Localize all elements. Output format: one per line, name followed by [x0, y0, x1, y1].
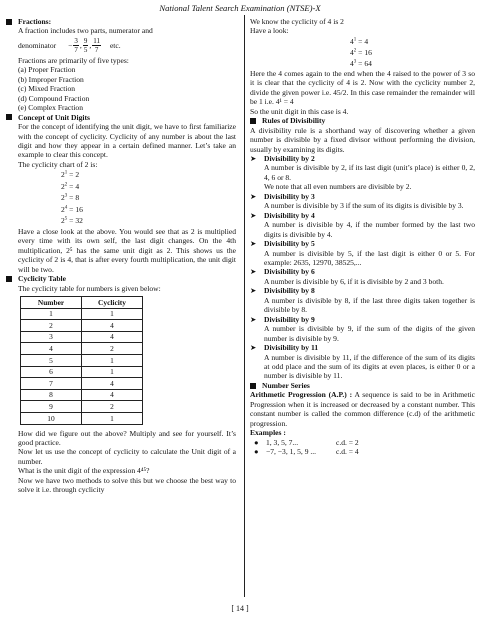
rule-item: ➤ Divisibility by 4 A number is divisible by 4, if the number formed by the last two digits is divisible by 4. — [250, 210, 475, 239]
rule-item: ➤ Divisibility by 5 A number is divisible by 5, if the last digit is either 0 or 5. For example: 2635, 12970, 38525,... — [250, 239, 475, 267]
here-text: Here the 4 comes again to the end when the 4 raised to the power of 3 so it is clear that the cyclicity of 4 is 2. Now with the cyclicity number 2, divide the given power i.e. 45/2. In this case remainder the remainder will be 1 i.e. 4¹ = 4 — [250, 68, 475, 107]
dot-bullet-icon: ● — [254, 447, 259, 457]
arrow-bullet-icon: ➤ — [250, 267, 257, 277]
example-item: ● 1, 3, 5, 7... c.d. = 2 — [254, 437, 359, 447]
powers-of-2 — [6, 169, 236, 227]
table-row: 10 1 — [21, 412, 143, 424]
fraction: $\frac{3}{7}$ — [74, 37, 78, 55]
have-look-text: Have a look: — [250, 26, 289, 36]
rule-item: ➤ Divisibility by 2 A number is divisible by 2, if its last digit (unit’s place) is either 0, 2, 4, 6 or 8. We note that all even numbers are divisible by 2. — [250, 153, 475, 192]
table-row: 1 1 — [21, 308, 143, 320]
page-number: [ 14 ] — [231, 604, 249, 613]
methods-text: Now we have two methods to solve this but we choose the best way to solve it i.e. through cyclicity — [18, 475, 236, 495]
section-cyclicity-table: Cyclicity Table — [6, 274, 236, 283]
table-row: 7 4 — [21, 378, 143, 390]
power-row: $2^3 = 8$ — [61, 193, 80, 203]
arrow-bullet-icon: ➤ — [250, 191, 257, 201]
powers-of-4 — [250, 36, 475, 69]
list-item: (e) Complex Fraction — [18, 103, 83, 113]
table-row: 5 1 — [21, 354, 143, 366]
arrow-bullet-icon: ➤ — [250, 239, 257, 249]
list-item: (c) Mixed Fraction — [18, 84, 76, 94]
fraction: 9 5 — [83, 37, 88, 55]
square-bullet-icon — [6, 19, 12, 25]
power-row: $4^3 = 64$ — [350, 58, 372, 68]
square-bullet-icon — [250, 118, 256, 124]
square-bullet-icon — [6, 114, 12, 120]
fractions-text: A fraction includes two parts, numerator and — [18, 26, 153, 36]
power-row: $4^1 = 4$ — [350, 36, 369, 46]
table-row: 6 1 — [21, 366, 143, 378]
fraction-types-list — [6, 65, 236, 112]
power-row: $4^2 = 16$ — [350, 47, 372, 57]
column-divider — [244, 15, 245, 597]
types-intro: Fractions are primarily of five types: — [18, 55, 129, 65]
power-row: $2^4 = 16$ — [61, 204, 83, 214]
fraction: 11 7 — [93, 37, 100, 55]
table-row: 4 2 — [21, 343, 143, 355]
question-text: What is the unit digit of the expression 4⁴⁵? — [18, 466, 150, 476]
section-number-series: Number Series — [250, 381, 475, 390]
example-item: ● −7, −3, 1, 5, 9 ... c.d. = 4 — [254, 447, 359, 457]
list-item: (d) Compound Fraction — [18, 93, 90, 103]
left-column — [6, 17, 236, 495]
square-bullet-icon — [250, 383, 256, 389]
rule-item: ➤ Divisibility by 6 A number is divisible by 6, if it is divisible by 2 and 3 both. — [250, 267, 444, 286]
so-text: So the unit digit in this case is 4. — [250, 106, 349, 116]
figure-out-text: How did we figure out the above? Multiply and see for yourself. It’s good practice. — [18, 428, 236, 447]
arrow-bullet-icon: ➤ — [250, 210, 257, 220]
ap-text: Arithmetic Progression (A.P.) : A sequence is said to be in Arithmetic Progression when it is increased or decreased by a constant number. This constant number is called the common difference (c.d) of the arithmetic progression. — [250, 390, 476, 428]
section-fractions: Fractions: — [6, 17, 236, 26]
arrow-bullet-icon: ➤ — [250, 314, 257, 324]
arrow-bullet-icon: ➤ — [250, 153, 257, 163]
chart-intro: The cyclicity chart of 2 is: — [18, 159, 98, 169]
divisibility-rules-list — [250, 154, 475, 381]
fraction-examples: − $\frac{3}{7}$ , 9 5 , 11 7 — [68, 37, 100, 55]
cyclicity-table — [20, 296, 143, 425]
fraction-examples-line: denominator − $\frac{3}{7}$ , 9 5 , 11 7 etc. — [18, 37, 121, 55]
power-row: $2^5 = 32$ — [61, 216, 83, 226]
table-row: 3 4 — [21, 331, 143, 343]
power-row: $2^1 = 2$ — [61, 170, 80, 180]
page-header: National Talent Search Examination (NTSE)-X — [159, 3, 321, 13]
table-row: 9 2 — [21, 401, 143, 413]
table-row: 8 4 — [21, 389, 143, 401]
arrow-bullet-icon: ➤ — [250, 343, 257, 353]
rule-item: ➤ Divisibility by 9 A number is divisible by 9, if the sum of the digits of the given number is divisible by 9. — [250, 314, 475, 343]
now-let-text: Now let us use the concept of cyclicity to calculate the Unit digit of a number. — [18, 447, 236, 466]
concept-text: For the concept of identifying the unit digit, we have to first familiarize with the concept of cyclicity. Cyclicity of any number is about the last digit and how they appear in a certain defined manner. Let’s take an example to clear this concept. — [18, 122, 236, 160]
list-item: (a) Proper Fraction — [18, 65, 76, 75]
close-look-text: Have a close look at the above. You would see that as 2 is multiplied every time with its own self, the last digit changes. On the 4th multiplication, 2⁵ has the same unit digit as 2. This shows us the cyclicity of 2 is 4, that is after every fourth multiplication, the unit digit will be two. — [18, 226, 236, 274]
dot-bullet-icon: ● — [254, 437, 259, 447]
table-intro: The cyclicity table for numbers is given below: — [18, 283, 161, 293]
section-divisibility: Rules of Divisibility — [250, 116, 475, 125]
rules-text: A divisibility rule is a shorthand way of discovering whether a given number is divisible by a fixed divisor without performing the division, usually by examining its digits. — [250, 125, 475, 154]
rule-item: ➤ Divisibility by 8 A number is divisible by 8, if the last three digits taken together is divisible by 8. — [250, 286, 475, 315]
square-bullet-icon — [6, 276, 12, 282]
table-row: 2 4 — [21, 320, 143, 332]
we-know-text: We know the cyclicity of 4 is 2 — [250, 17, 344, 26]
rule-item: ➤ Divisibility by 3 A number is divisible by 3 if the sum of its digits is divisible by 3. — [250, 191, 464, 211]
examples-label: Examples : — [250, 428, 286, 438]
rule-item: ➤ Divisibility by 11 A number is divisible by 11, if the difference of the sum of its digits at odd place and the sum of its digits at even places, is either 0 or a number is divisible by 11. — [250, 343, 475, 381]
section-unit-digits: Concept of Unit Digits — [6, 113, 236, 122]
arrow-bullet-icon: ➤ — [250, 286, 257, 296]
right-column — [250, 17, 475, 456]
table-header-row: Number Cyclicity — [21, 297, 143, 309]
list-item: (b) Improper Fraction — [18, 74, 84, 84]
power-row: $2^2 = 4$ — [61, 181, 80, 191]
